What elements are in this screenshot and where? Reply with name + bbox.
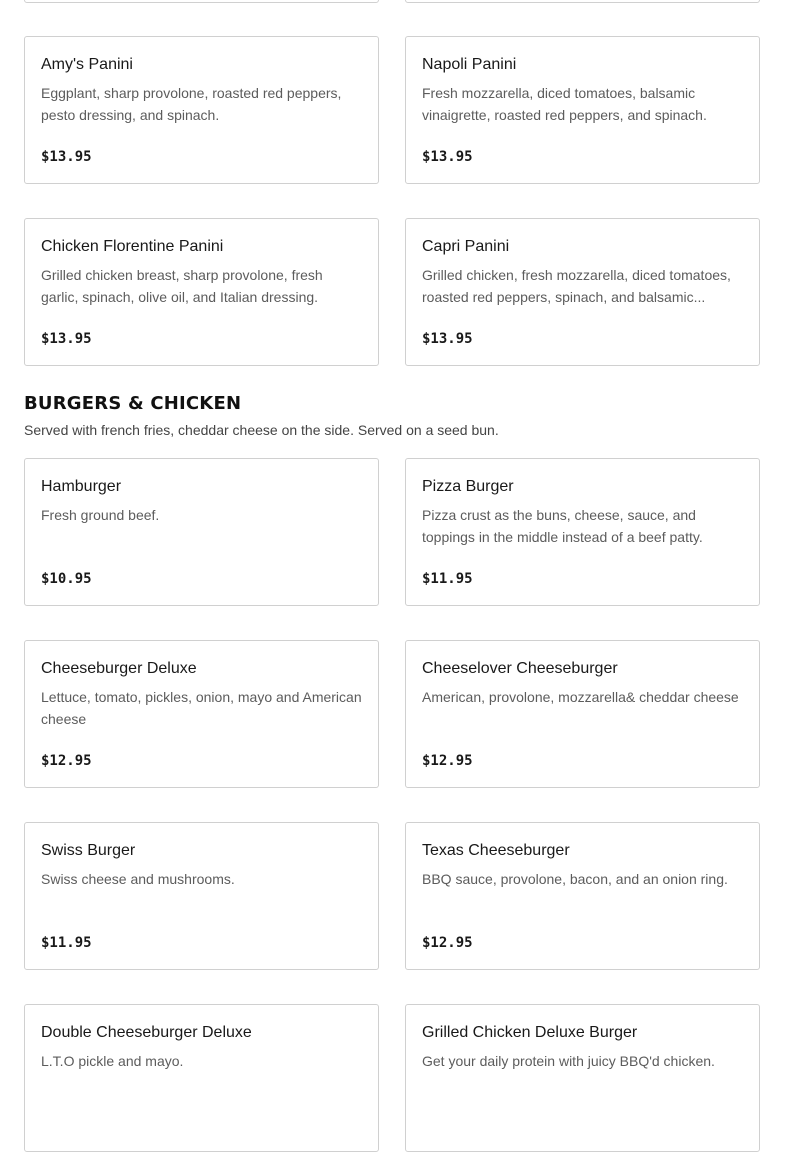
menu-item-description: Pizza crust as the buns, cheese, sauce, and toppings in the middle instead of a beef patty. — [422, 507, 703, 545]
section-description: Served with french fries, cheddar cheese on the side. Served on a seed bun. — [24, 422, 499, 438]
menu-item-card-partial[interactable] — [405, 0, 760, 3]
menu-item-name: Amy's Panini — [41, 56, 133, 73]
menu-item-price: $12.95 — [422, 935, 473, 951]
menu-item-card[interactable] — [24, 1004, 379, 1152]
menu-item-card[interactable] — [405, 458, 760, 606]
menu-item-price: $10.95 — [41, 571, 92, 587]
menu-item-description: Swiss cheese and mushrooms. — [41, 871, 235, 887]
menu-item-description: Grilled chicken breast, sharp provolone, fresh garlic, spinach, olive oil, and Italian dressing. — [41, 267, 323, 305]
menu-item-card[interactable] — [24, 218, 379, 366]
menu-item-name: Chicken Florentine Panini — [41, 238, 224, 255]
menu-item-card[interactable] — [405, 640, 760, 788]
menu-item-card[interactable] — [405, 822, 760, 970]
menu-item-card[interactable] — [24, 36, 379, 184]
menu-item-description: Fresh ground beef. — [41, 507, 160, 523]
menu-item-description: Eggplant, sharp provolone, roasted red peppers, pesto dressing, and spinach. — [41, 85, 342, 123]
menu-item-card[interactable] — [405, 218, 760, 366]
menu-item-price: $12.95 — [422, 753, 473, 769]
menu-item-price: $12.95 — [41, 753, 92, 769]
menu-item-price: $13.95 — [41, 149, 92, 165]
menu-item-description: BBQ sauce, provolone, bacon, and an onion ring. — [422, 871, 728, 887]
menu-item-name: Hamburger — [41, 478, 122, 495]
section-title: BURGERS & CHICKEN — [24, 393, 242, 414]
menu-item-name: Grilled Chicken Deluxe Burger — [422, 1024, 638, 1041]
menu-item-name: Cheeselover Cheeseburger — [422, 660, 618, 677]
menu-item-price: $13.95 — [41, 331, 92, 347]
menu-item-card[interactable] — [24, 822, 379, 970]
menu-item-description: Lettuce, tomato, pickles, onion, mayo and American cheese — [41, 689, 362, 727]
menu-item-description: L.T.O pickle and mayo. — [41, 1053, 184, 1069]
menu-item-name: Pizza Burger — [422, 478, 514, 495]
menu-item-card-partial[interactable] — [24, 0, 379, 3]
menu-item-name: Swiss Burger — [41, 842, 136, 859]
menu-item-description: Fresh mozzarella, diced tomatoes, balsamic vinaigrette, roasted red peppers, and spinach. — [422, 85, 707, 123]
menu-item-price: $11.95 — [41, 935, 92, 951]
menu-item-card[interactable] — [24, 458, 379, 606]
menu-item-name: Texas Cheeseburger — [422, 842, 570, 859]
menu-item-name: Capri Panini — [422, 238, 510, 255]
menu-item-description: Get your daily protein with juicy BBQ'd chicken. — [422, 1053, 715, 1069]
menu-item-description: American, provolone, mozzarella& cheddar cheese — [422, 689, 739, 705]
menu-item-price: $11.95 — [422, 571, 473, 587]
menu-item-name: Napoli Panini — [422, 56, 517, 73]
menu-item-name: Cheeseburger Deluxe — [41, 660, 197, 677]
menu-item-card[interactable] — [405, 1004, 760, 1152]
menu-item-card[interactable] — [405, 36, 760, 184]
menu-item-name: Double Cheeseburger Deluxe — [41, 1024, 252, 1041]
menu-item-card[interactable] — [24, 640, 379, 788]
menu-item-price: $13.95 — [422, 331, 473, 347]
menu-item-price: $13.95 — [422, 149, 473, 165]
menu-item-description: Grilled chicken, fresh mozzarella, diced tomatoes, roasted red peppers, spinach, and balsamic... — [422, 267, 731, 305]
